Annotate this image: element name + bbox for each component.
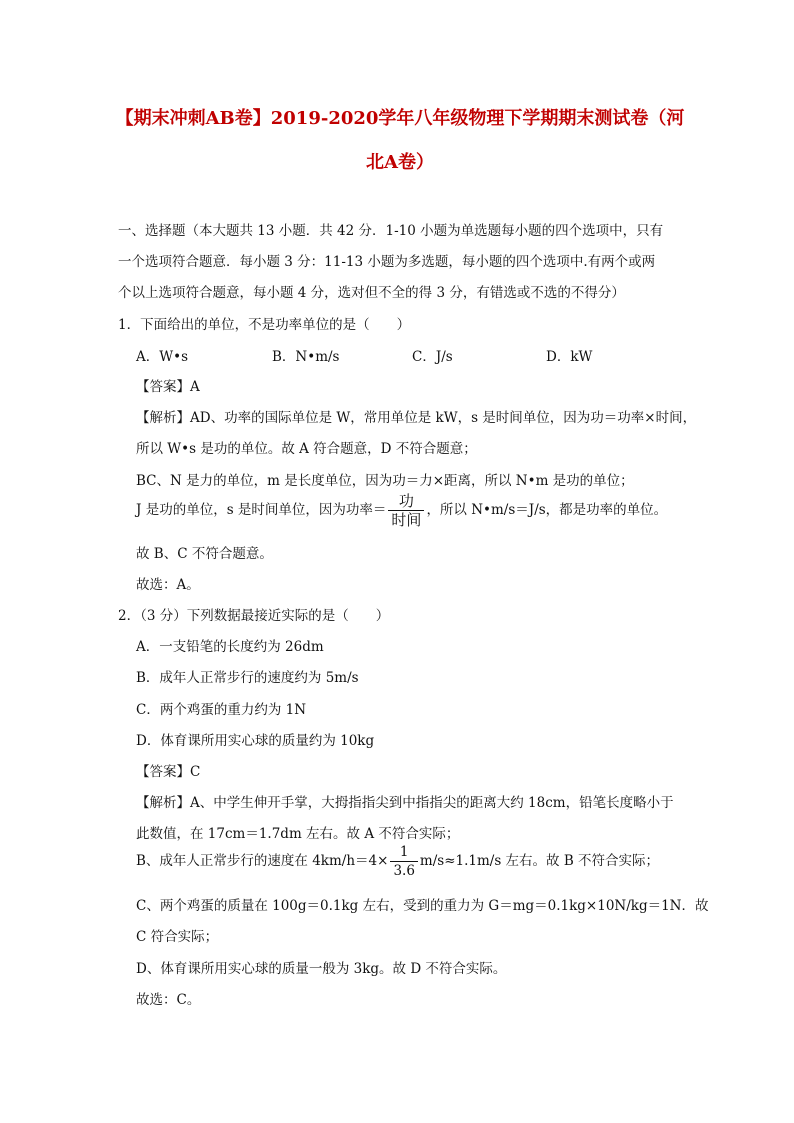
question-2-option-d: D．体育课所用实心球的质量约为 10kg	[136, 733, 375, 749]
section-instructions-line2: 一个选项符合题意．每小题 3 分：11-13 小题为多选题，每小题的四个选项中.有两个或两	[118, 254, 656, 270]
question-2-analysis-line5: C 符合实际；	[136, 929, 219, 945]
fraction-numerator: 功	[388, 492, 424, 511]
question-2-stem: 2．（3 分）下列数据最接近实际的是（ ）	[118, 608, 390, 624]
question-1-option-c: C．J/s	[412, 349, 453, 365]
question-2-choice: 故选：C。	[136, 992, 201, 1008]
question-1-choice: 故选：A。	[136, 577, 200, 593]
question-2-analysis-line3	[136, 843, 659, 880]
fraction-denominator: 时间	[391, 511, 422, 529]
question-1-option-a: A．W•s	[136, 349, 189, 365]
question-2-analysis-line3-start: B、成年人正常步行的速度在 4km/h＝4×	[136, 853, 389, 869]
question-2-analysis-line2: 此数值，在 17cm＝1.7dm 左右。故 A 不符合实际；	[136, 826, 460, 842]
question-2-option-b: B．成年人正常步行的速度约为 5m/s	[136, 670, 359, 686]
question-1-analysis-line4-start: J 是功的单位，s 是时间单位，因为功率＝	[136, 502, 387, 518]
fraction-denominator: 3.6	[393, 863, 415, 879]
question-2-analysis-line6: D、体育课所用实心球的质量一般为 3kg。故 D 不符合实际。	[136, 961, 507, 977]
question-2-option-a: A．一支铅笔的长度约为 26dm	[136, 639, 324, 655]
question-1-analysis-line3: BC、N 是力的单位，m 是长度单位，因为功＝力×距离，所以 N•m 是功的单位；	[136, 473, 634, 489]
question-2-analysis-line3-end: m/s≈1.1m/s 左右。故 B 不符合实际；	[419, 853, 660, 869]
question-1-analysis-line4	[136, 492, 667, 529]
question-2-option-c: C．两个鸡蛋的重力约为 1N	[136, 702, 307, 718]
question-1-analysis-line5: 故 B、C 不符合题意。	[136, 546, 273, 562]
question-2-answer: 【答案】C	[136, 764, 201, 780]
section-instructions-line1: 一、选择题（本大题共 13 小题．共 42 分．1-10 小题为单选题每小题的四个选项中，只有	[118, 223, 664, 239]
document-title-line2: 北A卷）	[366, 152, 434, 173]
question-1-option-d: D．kW	[546, 349, 593, 365]
question-1-analysis-line2: 所以 W•s 是功的单位。故 A 符合题意，D 不符合题意；	[136, 441, 477, 457]
question-2-analysis-line1: 【解析】A、中学生伸开手掌，大拇指指尖到中指指尖的距离大约 18cm，铅笔长度略小于	[136, 795, 674, 811]
question-1-analysis-line1: 【解析】AD、功率的国际单位是 W，常用单位是 kW，s 是时间单位，因为功＝功率×时间，	[136, 410, 697, 426]
power-formula-fraction	[388, 492, 424, 529]
question-1-answer: 【答案】A	[136, 379, 200, 395]
document-title-line1: 【期末冲刺AB卷】2019-2020学年八年级物理下学期期末测试卷（河	[115, 108, 685, 129]
question-1-stem: 1．下面给出的单位，不是功率单位的是（ ）	[118, 317, 411, 333]
section-instructions-line3: 个以上选项符合题意，每小题 4 分，选对但不全的得 3 分，有错选或不选的不得分）	[118, 285, 625, 301]
question-1-analysis-line4-end: ，所以 N•m/s＝J/s，都是功率的单位。	[426, 502, 668, 518]
question-2-analysis-line4: C、两个鸡蛋的质量在 100g＝0.1kg 左右，受到的重力为 G＝mg＝0.1kg×10N/kg＝1N．故	[136, 898, 709, 914]
fraction-numerator: 1	[390, 843, 417, 862]
question-1-option-b: B．N•m/s	[272, 349, 340, 365]
speed-conversion-fraction	[390, 843, 417, 880]
